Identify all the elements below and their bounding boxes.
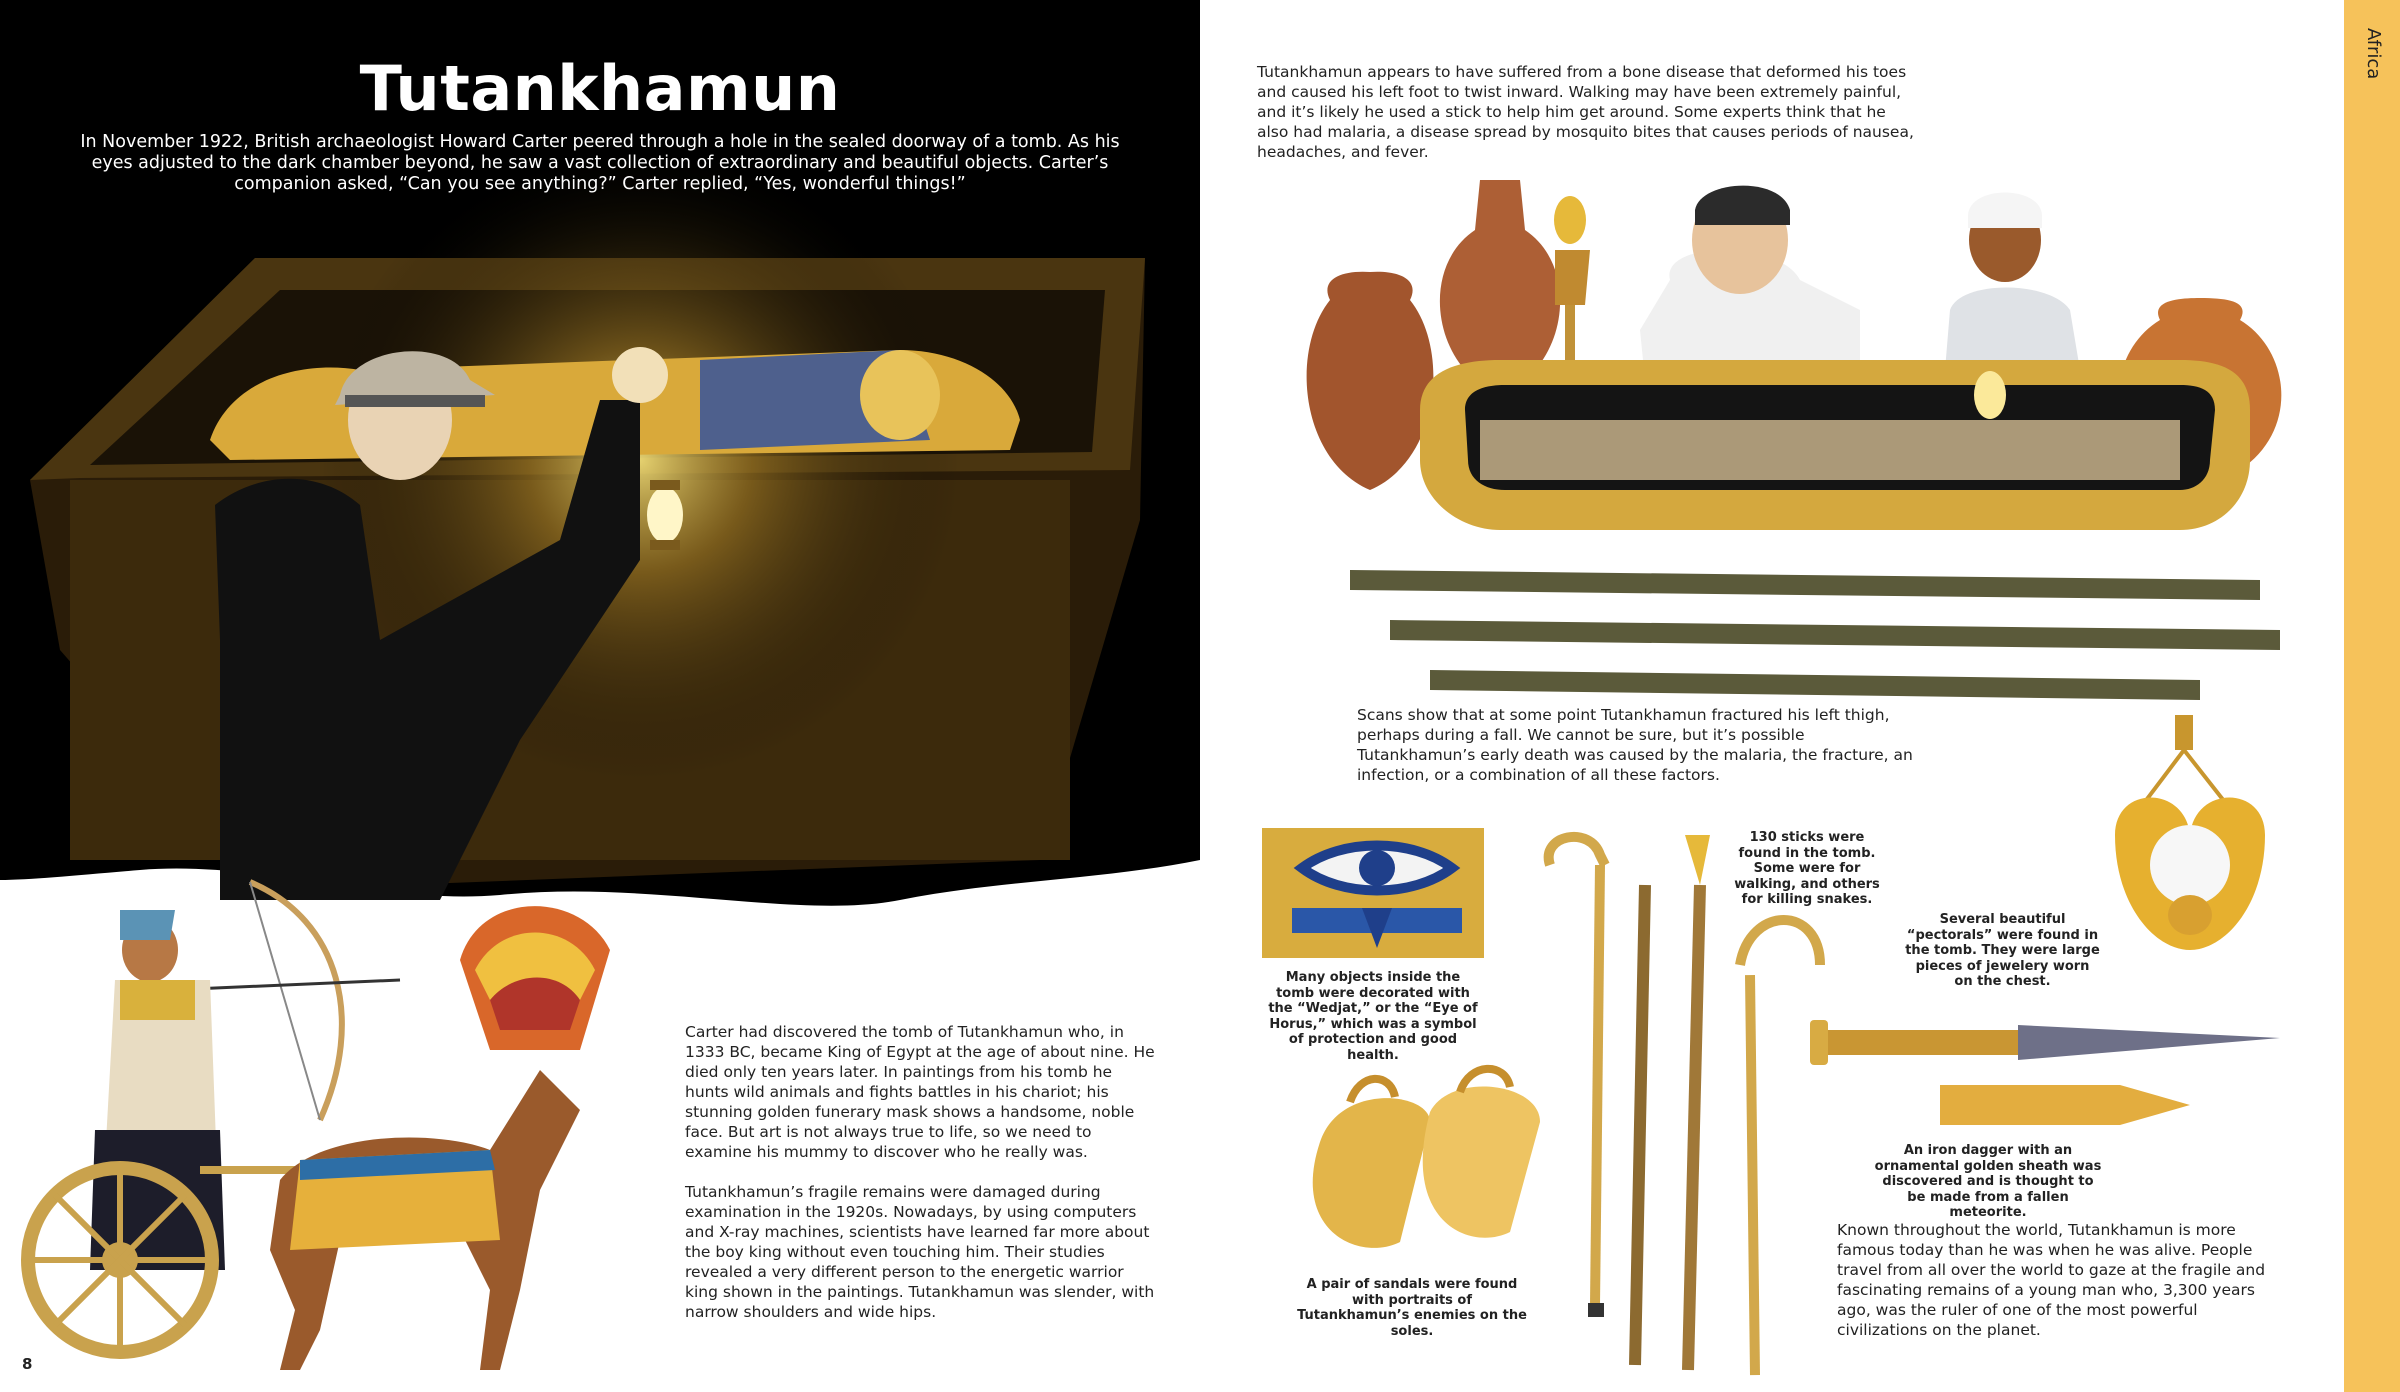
- caption-pectorals: Several beautiful “pectorals” were found in the tomb. They were large pieces of jewelery worn on the chest.: [1905, 912, 2100, 989]
- section-label: [2344, 28, 2400, 98]
- page-title: Tutankhamun: [359, 52, 841, 125]
- body-paragraph-bone-disease: Tutankhamun appears to have suffered from a bone disease that deformed his toes and caused his left foot to twist inward. Walking may have been extremely painful, and it’s likely he used a stick to help him get around. Some experts think that he also had malaria, a disease spread by mosquito bites that causes periods of nausea, headaches, and fever.: [1257, 63, 1914, 161]
- section-label-text: Africa: [2363, 28, 2384, 80]
- pectoral-illustration: [2105, 715, 2275, 965]
- intro-paragraph: In November 1922, British archaeologist Howard Carter peered through a hole in the sealed doorway of a tomb. As his eyes adjusted to the dark chamber beyond, he saw a vast collection of extraordinary and beautiful objects. Carter’s companion asked, “Can you see anything?” Carter replied, “Yes, wonderful things!”: [80, 132, 1120, 194]
- caption-dagger: An iron dagger with an ornamental golden sheath was discovered and is thought to be made from a fallen meteorite.: [1874, 1143, 2102, 1220]
- sandals-illustration: [1290, 1062, 1560, 1262]
- body-paragraph-discovery: Carter had discovered the tomb of Tutankhamun who, in 1333 BC, became King of Egypt at the age of about nine. He died only ten years later. In paintings from his tomb he hunts wild animals and fights battles in his chariot; his stunning golden funerary mask shows a handsome, noble face. But art is not always true to life, so we need to examine his mummy to discover who he really was.: [685, 1023, 1155, 1161]
- caption-wedjat: Many objects inside the tomb were decorated with the “Wedjat,” or the “Eye of Horus,” which was a symbol of protection and good health.: [1268, 970, 1478, 1063]
- caption-sticks: 130 sticks were found in the tomb. Some were for walking, and others for killing snakes.: [1734, 830, 1880, 907]
- iron-dagger-illustration: [1810, 1010, 2290, 1135]
- body-paragraph-remains: Tutankhamun’s fragile remains were damaged during examination in the 1920s. Nowadays, by using computers and X-ray machines, scientists have learned far more about the boy king without even touching him. Their studies revealed a very different person to the energetic warrior king shown in the paintings. Tutankhamun was slender, with narrow shoulders and wide hips.: [685, 1183, 1155, 1321]
- page-number-left: 8: [22, 1355, 33, 1373]
- caption-sandals: A pair of sandals were found with portraits of Tutankhamun’s enemies on the soles.: [1297, 1277, 1527, 1339]
- wedjat-eye-illustration: [1262, 828, 1484, 958]
- chariot-illustration: [20, 870, 670, 1390]
- body-paragraph-scans: Scans show that at some point Tutankhamun fractured his left thigh, perhaps during a fall. We cannot be sure, but it’s possible Tutankhamun’s early death was caused by the malaria, the fracture, an infection, or a combination of all these factors.: [1357, 706, 1913, 784]
- body-paragraph-legacy: Known throughout the world, Tutankhamun is more famous today than he was when he was alive. People travel from all over the world to gaze at the fragile and fascinating remains of a young man who, 3,300 years ago, was the ruler of one of the most powerful civilizations on the planet.: [1837, 1221, 2266, 1339]
- section-sidebar: [2344, 0, 2400, 1392]
- sarcophagus-scientists-illustration: [1300, 170, 2350, 730]
